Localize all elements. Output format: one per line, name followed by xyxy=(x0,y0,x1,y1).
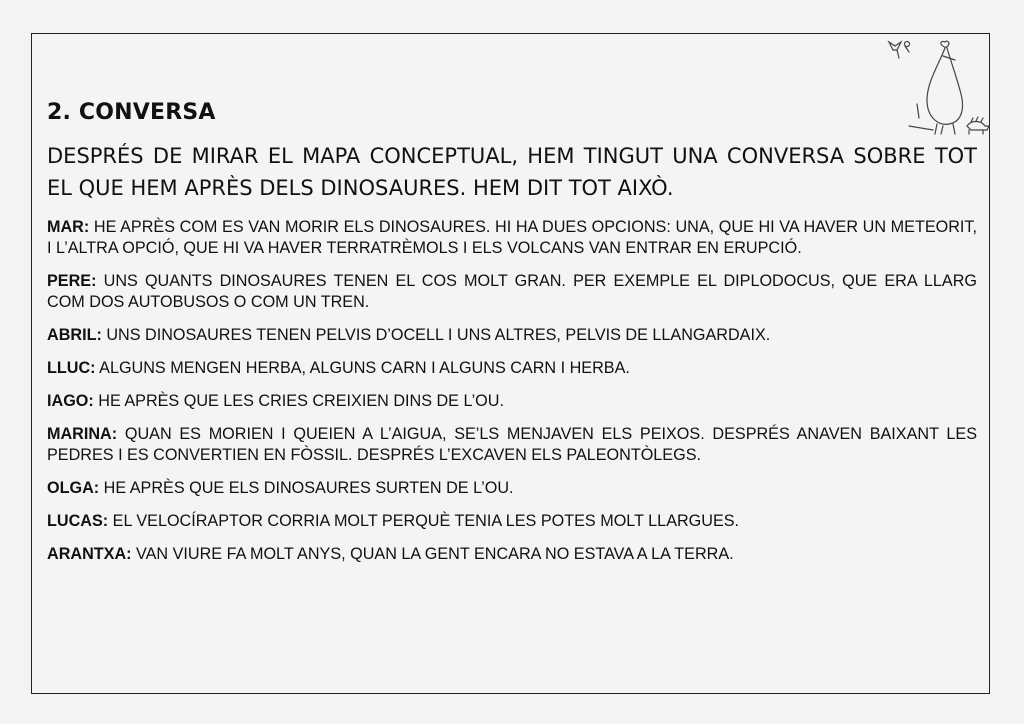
speaker-name: ARANTXA: xyxy=(47,545,132,563)
quote-mar xyxy=(47,217,977,259)
speaker-name: MARINA: xyxy=(47,425,118,443)
quote-abril xyxy=(47,325,977,346)
conversation-list xyxy=(47,217,977,577)
quote-pere xyxy=(47,271,977,313)
quote-text: VAN VIURE FA MOLT ANYS, QUAN LA GENT ENCARA NO ESTAVA A LA TERRA. xyxy=(136,545,734,563)
quote-iago xyxy=(47,391,977,412)
speaker-name: ABRIL: xyxy=(47,326,102,344)
quote-text: UNS DINOSAURES TENEN PELVIS D’OCELL I UNS ALTRES, PELVIS DE LLANGARDAIX. xyxy=(106,326,771,344)
quote-text: QUAN ES MORIEN I QUEIEN A L’AIGUA, SE’LS MENJAVEN ELS PEIXOS. DESPRÉS ANAVEN BAIXANT LES PEDRES I ES CONVERTIEN EN FÒSSIL. DESPRÉS L’EXCAVEN ELS PALEONTÒLEGS. xyxy=(47,425,977,464)
section-title: 2. CONVERSA xyxy=(47,100,216,125)
speaker-name: PERE: xyxy=(47,272,97,290)
speaker-name: LUCAS: xyxy=(47,512,109,530)
document-frame xyxy=(31,33,990,694)
quote-arantxa xyxy=(47,544,977,565)
quote-text: HE APRÈS QUE ELS DINOSAURES SURTEN DE L’OU. xyxy=(103,479,514,497)
speaker-name: IAGO: xyxy=(47,392,94,410)
quote-lucas xyxy=(47,511,977,532)
speaker-name: LLUC: xyxy=(47,359,96,377)
quote-text: EL VELOCÍRAPTOR CORRIA MOLT PERQUÈ TENIA LES POTES MOLT LLARGUES. xyxy=(112,512,740,530)
section-intro: DESPRÉS DE MIRAR EL MAPA CONCEPTUAL, HEM TINGUT UNA CONVERSA SOBRE TOT EL QUE HEM APRÈS DELS DINOSAURES. HEM DIT TOT AIXÒ. xyxy=(47,144,977,200)
quote-text: HE APRÈS QUE LES CRIES CREIXIEN DINS DE L’OU. xyxy=(98,392,504,410)
quote-olga xyxy=(47,478,977,499)
speaker-name: OLGA: xyxy=(47,479,100,497)
quote-marina xyxy=(47,424,977,466)
quote-text: HE APRÈS COM ES VAN MORIR ELS DINOSAURES. HI HA DUES OPCIONS: UNA, QUE HI VA HAVER UN METEORIT, I L’ALTRA OPCIÓ, QUE HI VA HAVER TERRATRÈMOLS I ELS VOLCANS VAN ENTRAR EN ERUPCIÓ. xyxy=(47,218,977,257)
speaker-name: MAR: xyxy=(47,218,90,236)
quote-text: UNS QUANTS DINOSAURES TENEN EL COS MOLT GRAN. PER EXEMPLE EL DIPLODOCUS, QUE ERA LLARG COM DOS AUTOBUSOS O COM UN TREN. xyxy=(47,272,977,311)
quote-text: ALGUNS MENGEN HERBA, ALGUNS CARN I ALGUNS CARN I HERBA. xyxy=(99,359,630,377)
dinosaur-doodle-icon xyxy=(883,34,993,144)
quote-lluc xyxy=(47,358,977,379)
